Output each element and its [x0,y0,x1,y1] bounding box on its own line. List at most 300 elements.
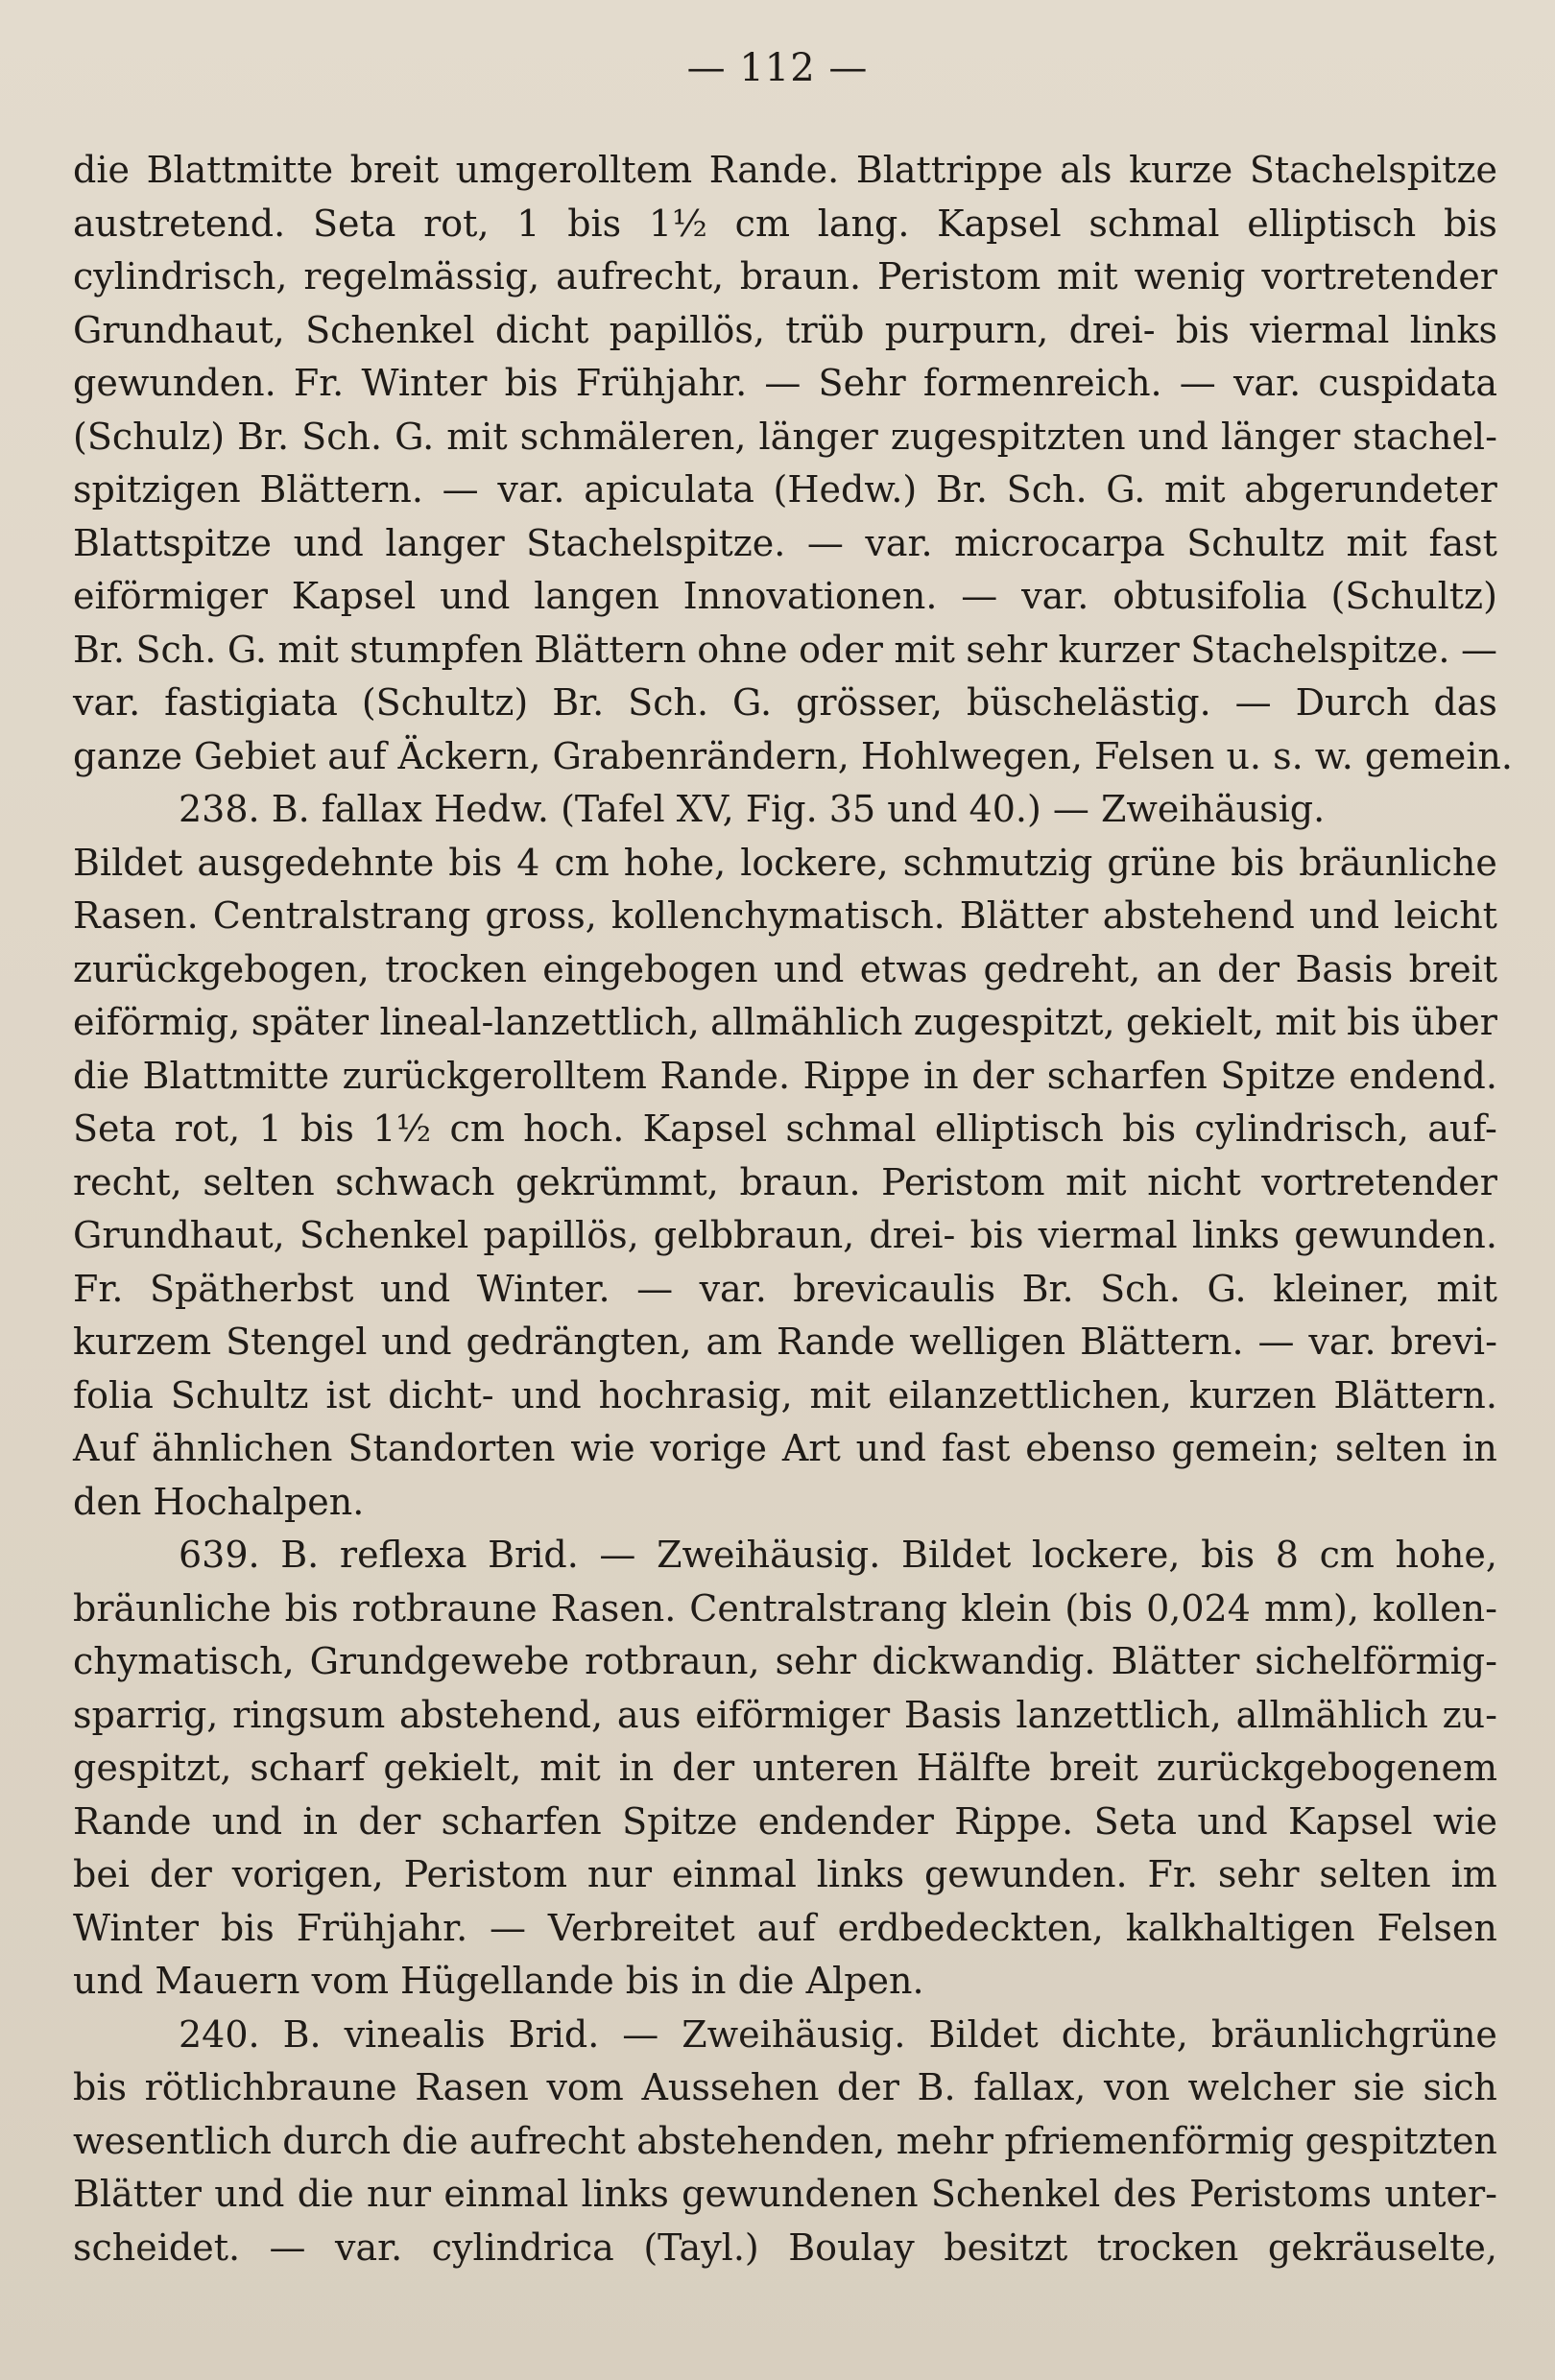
word: Blätter [959,894,1088,937]
word: Bildet [900,1534,1012,1576]
word: Kapsel [1287,1799,1413,1843]
word: Seta [312,202,396,245]
text-line [73,357,1497,411]
word: allmählich [710,1001,903,1043]
word: Rippe. [954,1799,1074,1843]
text-line [73,1422,1497,1476]
word: fast [941,1427,1011,1469]
word: bis [1231,841,1285,884]
word: eiförmig, [73,1001,241,1043]
word: ebenso [1025,1427,1157,1469]
word: schmal [785,1107,917,1150]
word: — [1257,1321,1295,1363]
word: fastigiata [164,681,338,724]
word: sich [1423,2066,1497,2108]
word: schmäleren, [519,415,747,458]
word: lockere, [1031,1534,1181,1576]
word: — [269,2225,306,2269]
word: Rande [777,1321,896,1363]
word: nur [366,2173,432,2215]
entry-heading-639 [73,1529,1497,1583]
word: umgerolltem [455,149,693,191]
word: cm [449,1107,505,1150]
word: breit [349,149,440,191]
word: Rande. [708,149,840,191]
word: B. [917,2066,956,2108]
word: einmal [443,2173,569,2215]
word: und [511,1373,582,1416]
word: Stachelspitze. [526,521,786,564]
word: ohne [697,628,788,671]
word: — [622,2012,659,2056]
word: 240. [179,2012,260,2056]
word: Rippe [802,1054,911,1097]
word: Frühjahr. [296,1906,468,1949]
word: 8 [1275,1534,1299,1576]
word: 1 [516,202,540,245]
word: elliptisch [1247,202,1417,245]
text-line [73,1263,1497,1317]
word: Schenkel [299,1214,469,1256]
word: gemein; [1171,1427,1321,1469]
word: Fr. [293,362,345,404]
word: Blättern. [259,468,423,511]
word: vortretender [1261,1160,1497,1203]
word: G. [227,628,267,671]
word: Br. [935,468,988,511]
word: Brid. [508,2012,600,2056]
word: bis [73,2066,127,2108]
word: kurzen [1188,1373,1317,1416]
word: reflexa [339,1534,467,1576]
word: mit [1164,468,1226,511]
word: Kapsel [937,202,1062,245]
word: Sch. [1100,1267,1181,1310]
word: lang. [817,202,910,245]
word: formenreich. [922,362,1162,404]
word: Innovationen. [682,575,938,617]
word: auf- [1427,1107,1497,1150]
word: braun. [739,255,862,298]
word: bis [284,1586,339,1630]
word: bis [504,362,559,404]
word: gekrümmt, [514,1160,719,1203]
word: zurückgerolltem [342,1054,647,1097]
word: der [358,1799,421,1843]
word: Br. [237,415,290,458]
word: links [816,1853,905,1895]
word: viermal [1038,1214,1178,1256]
word: und [1197,1799,1268,1843]
word: abgerundeter [1244,468,1497,511]
word: die [73,1054,130,1097]
word: Zweihäusig. [682,2012,906,2056]
word: sichelförmig- [1255,1640,1497,1682]
word: gelbbraun, [653,1214,855,1256]
word: dickwandig. [872,1640,1096,1682]
word: aufrecht [468,2119,626,2162]
word: mit [1436,1267,1497,1310]
word: oder [799,628,883,671]
word: und [1137,415,1208,458]
word: die [73,149,130,191]
text-line [73,837,1497,891]
word: Blättern. [1333,1373,1497,1416]
entry-heading-240 [73,2009,1497,2062]
word: Auf [73,1427,136,1469]
word: eiförmiger [73,575,268,617]
word: 4 [516,841,540,884]
word: Blättern [534,628,686,671]
word: selten [1319,1853,1431,1895]
text-line [73,1316,1497,1369]
word: hohe, [623,841,727,884]
word: Blättern. [1080,1321,1244,1363]
word: der [971,1054,1035,1097]
word: Bildet [928,2012,1039,2056]
word: Sch. [1006,468,1088,511]
word: Sch. [301,415,383,458]
word: Felsen [1376,1906,1497,1949]
word: Zweihäusig. [657,1534,881,1576]
word: gekräuselte, [1267,2225,1497,2269]
word: und [293,521,364,564]
word: Br. [552,681,605,724]
text-line [73,1796,1497,1849]
word: endender [757,1799,934,1843]
word: Basis [1295,947,1394,990]
word: (Schulz) [73,415,226,458]
word: gespitzt, [73,1747,232,1789]
word: gewunden. [923,1853,1128,1895]
word: G. [395,415,435,458]
entry-heading-238: 238. B. fallax Hedw. (Tafel XV, Fig. 35 und 40.) — Zweihäusig. [179,788,1326,830]
word: bis [1347,1001,1401,1043]
word: mit [277,628,339,671]
word: B. [282,2012,322,2056]
word: wie [1432,1799,1497,1843]
word: einmal [671,1853,797,1895]
word: scharfen [1046,1054,1208,1097]
word: welcher [1187,2066,1336,2108]
text-line [73,1848,1497,1902]
word: wie [570,1427,635,1469]
word: Schultz [170,1373,309,1416]
text-line [73,411,1497,464]
word: cm [1319,1534,1375,1576]
word: im [1450,1853,1497,1895]
word: dichte, [1061,2012,1188,2056]
word: purpurn, [884,308,1049,351]
word: auf [756,1906,816,1949]
word: bis [299,1107,354,1150]
word: regelmässig, [303,255,540,298]
word: mit [539,1747,601,1789]
word: Spitze [1220,1054,1336,1097]
text-line [73,2168,1497,2222]
text-line [73,250,1497,304]
word: Br. [1021,1267,1074,1310]
word: sparrig, [73,1693,219,1736]
word: rotbraune [351,1586,538,1630]
word: dicht- [388,1373,494,1416]
word: bis [1122,1107,1177,1150]
word: vom [546,2066,624,2108]
word: Sehr [818,362,906,404]
word: Standorten [347,1427,556,1469]
word: in [1462,1427,1497,1469]
word: grüne [1107,841,1217,884]
word: var. [1021,575,1089,617]
word: var. [73,681,141,724]
word: selten [1334,1427,1447,1469]
word: elliptisch [934,1107,1104,1150]
word: Schenkel [930,2173,1101,2215]
word: sie [1352,2066,1405,2108]
word: mit [894,628,955,671]
text-line [73,1050,1497,1104]
word: breit [1049,1747,1138,1789]
word: Spitze [622,1799,738,1843]
word: lineal-lanzettlich, [379,1001,700,1043]
word: (bis [1065,1586,1134,1630]
word: bräunlichgrüne [1210,2012,1497,2056]
word: rotbraun, [585,1640,760,1682]
word: (Schultz) [1330,575,1497,617]
word: bis [448,841,503,884]
word: und [211,1799,283,1843]
word: grösser, [796,681,943,724]
word: links [1191,1214,1280,1256]
word: G. [1106,468,1146,511]
word: als [1060,149,1112,191]
text-line [73,144,1497,198]
word: Blätter [1111,1640,1240,1682]
word: gespitzten [1304,2119,1497,2162]
word: zurückgebogenem [1156,1747,1497,1789]
word: schmutzig [902,841,1093,884]
word: Seta [1093,1799,1178,1843]
word: scharf [250,1747,366,1789]
text-line: ganze Gebiet auf Äckern, Grabenrändern, Hohlwegen, Felsen u. s. w. gemein. [73,734,1513,777]
word: die [297,2173,354,2215]
word: endend. [1349,1054,1497,1097]
word: Winter [73,1906,199,1949]
word: über [1411,1001,1497,1043]
word: stumpfen [349,628,523,671]
word: der [149,1853,212,1895]
word: Rasen. [550,1586,677,1630]
text-line [73,624,1497,678]
word: zugespitzt, [913,1001,1115,1043]
word: und [214,2173,285,2215]
word: Peristoms [1189,2173,1372,2215]
text-line [73,570,1497,624]
word: unter- [1384,2173,1497,2215]
text-line: und Mauern vom Hügellande bis in die Alpen. [73,1960,924,2002]
word: fast [1428,521,1497,564]
word: Schultz [1186,521,1325,564]
word: 1½ [648,202,707,245]
text-line [73,198,1497,251]
word: dicht [494,308,589,351]
word: bis [1175,308,1230,351]
word: Fr. [1147,1853,1198,1895]
word: gewunden. [1294,1214,1497,1256]
word: Blätter [73,2173,202,2215]
word: und [1308,894,1380,937]
word: mit [1275,1001,1336,1043]
word: hoch. [523,1107,625,1150]
word: Sch. [628,681,709,724]
word: 1 [258,1107,282,1150]
word: Rande [73,1799,192,1843]
word: in [618,1747,655,1789]
word: (Tayl.) [643,2225,759,2269]
word: (Hedw.) [773,468,918,511]
word: lockere, [740,841,889,884]
word: trocken [385,947,527,990]
word: lanzettlich, [1016,1693,1222,1736]
word: bei [73,1853,130,1895]
text-line [73,464,1497,517]
word: und [774,947,845,990]
word: klein [960,1586,1052,1630]
word: — [961,575,998,617]
word: wesentlich [73,2119,272,2162]
word: der [1217,947,1280,990]
text-line [73,943,1497,997]
word: die [401,2119,459,2162]
word: Sch. [135,628,217,671]
word: Stachelspitze [1249,149,1497,191]
word: kurzem [73,1321,212,1363]
page-number: — 112 — [686,46,869,90]
word: — [806,521,844,564]
text-line [73,1583,1497,1636]
word: kurzer [1058,628,1180,671]
word: kalkhaltigen [1125,1906,1355,1949]
word: viermal [1250,308,1390,351]
word: Peristom [881,1160,1045,1203]
word: var. [865,521,933,564]
text-line [73,2061,1497,2115]
word: gross, [485,894,597,937]
word: Grundhaut, [73,1214,285,1256]
word: var. [1232,362,1302,404]
word: und [379,1267,451,1310]
word: rötlichbraune [144,2066,397,2108]
word: var. [335,2225,403,2269]
word: bis [220,1906,275,1949]
page-body [73,144,1513,2274]
text-line [73,1209,1497,1263]
word: zu- [1442,1693,1497,1736]
word: Rasen. [73,894,199,937]
word: 0,024 [1146,1586,1251,1630]
word: vortretender [1261,255,1497,298]
word: scheidet. [73,2225,241,2269]
word: länger [1220,415,1341,458]
word: stachel- [1352,415,1497,458]
word: brevi- [1390,1321,1497,1363]
word: langen [534,575,659,617]
word: schwach [335,1160,495,1203]
text-line [73,996,1497,1050]
word: der [672,1747,735,1789]
word: bis [1443,202,1497,245]
word: kollen- [1372,1586,1497,1630]
word: bräunliche [73,1586,272,1630]
word: cylindrica [431,2225,614,2269]
word: Fr. [73,1267,124,1310]
text-line [73,1369,1497,1423]
word: eilanzettlichen, [887,1373,1172,1416]
word: Verbreitet [547,1906,735,1949]
text-line [73,2222,1497,2275]
word: kleiner, [1273,1267,1410,1310]
word: Peristom [403,1853,568,1895]
word: — [442,468,479,511]
word: der [836,2066,899,2108]
text-line: den Hochalpen. [73,1480,365,1523]
word: abstehend [1102,894,1295,937]
word: Boulay [788,2225,915,2269]
word: am [706,1321,763,1363]
word: Grundhaut, [73,308,285,351]
word: ausgedehnte [197,841,435,884]
word: trocken [1096,2225,1239,2269]
word: scharfen [441,1799,602,1843]
word: apiculata [584,468,754,511]
word: kurze [1129,149,1233,191]
word: mit [809,1373,872,1416]
word: papillös, [609,308,765,351]
word: Rasen [415,2066,529,2108]
word: links [1409,308,1497,351]
word: B. [280,1534,320,1576]
word: papillös, [483,1214,639,1256]
word: Centralstrang [689,1586,947,1630]
word: aus [616,1693,682,1736]
text-line [73,1103,1497,1156]
word: cuspidata [1318,362,1497,404]
word: besitzt [944,2225,1068,2269]
word: — [490,1906,527,1949]
word: länger [758,415,878,458]
word: und [855,1427,926,1469]
word: — [599,1534,636,1576]
word: Stengel [226,1321,368,1363]
word: Brid. [488,1534,579,1576]
word: rot, [423,202,490,245]
word: chymatisch, [73,1640,295,1682]
word: Aussehen [641,2066,820,2108]
word: aufrecht, [556,255,725,298]
word: durch [282,2119,391,2162]
word: gewunden. [73,362,276,404]
text-line [73,1156,1497,1210]
word: 1½ [372,1107,432,1150]
word: Winter. [476,1267,610,1310]
word: — [636,1267,674,1310]
word: (Schultz) [361,681,529,724]
word: Bildet [73,841,183,884]
word: langer [385,521,505,564]
word: braun. [739,1160,861,1203]
word: breit [1408,947,1497,990]
word: Peristom [876,255,1041,298]
